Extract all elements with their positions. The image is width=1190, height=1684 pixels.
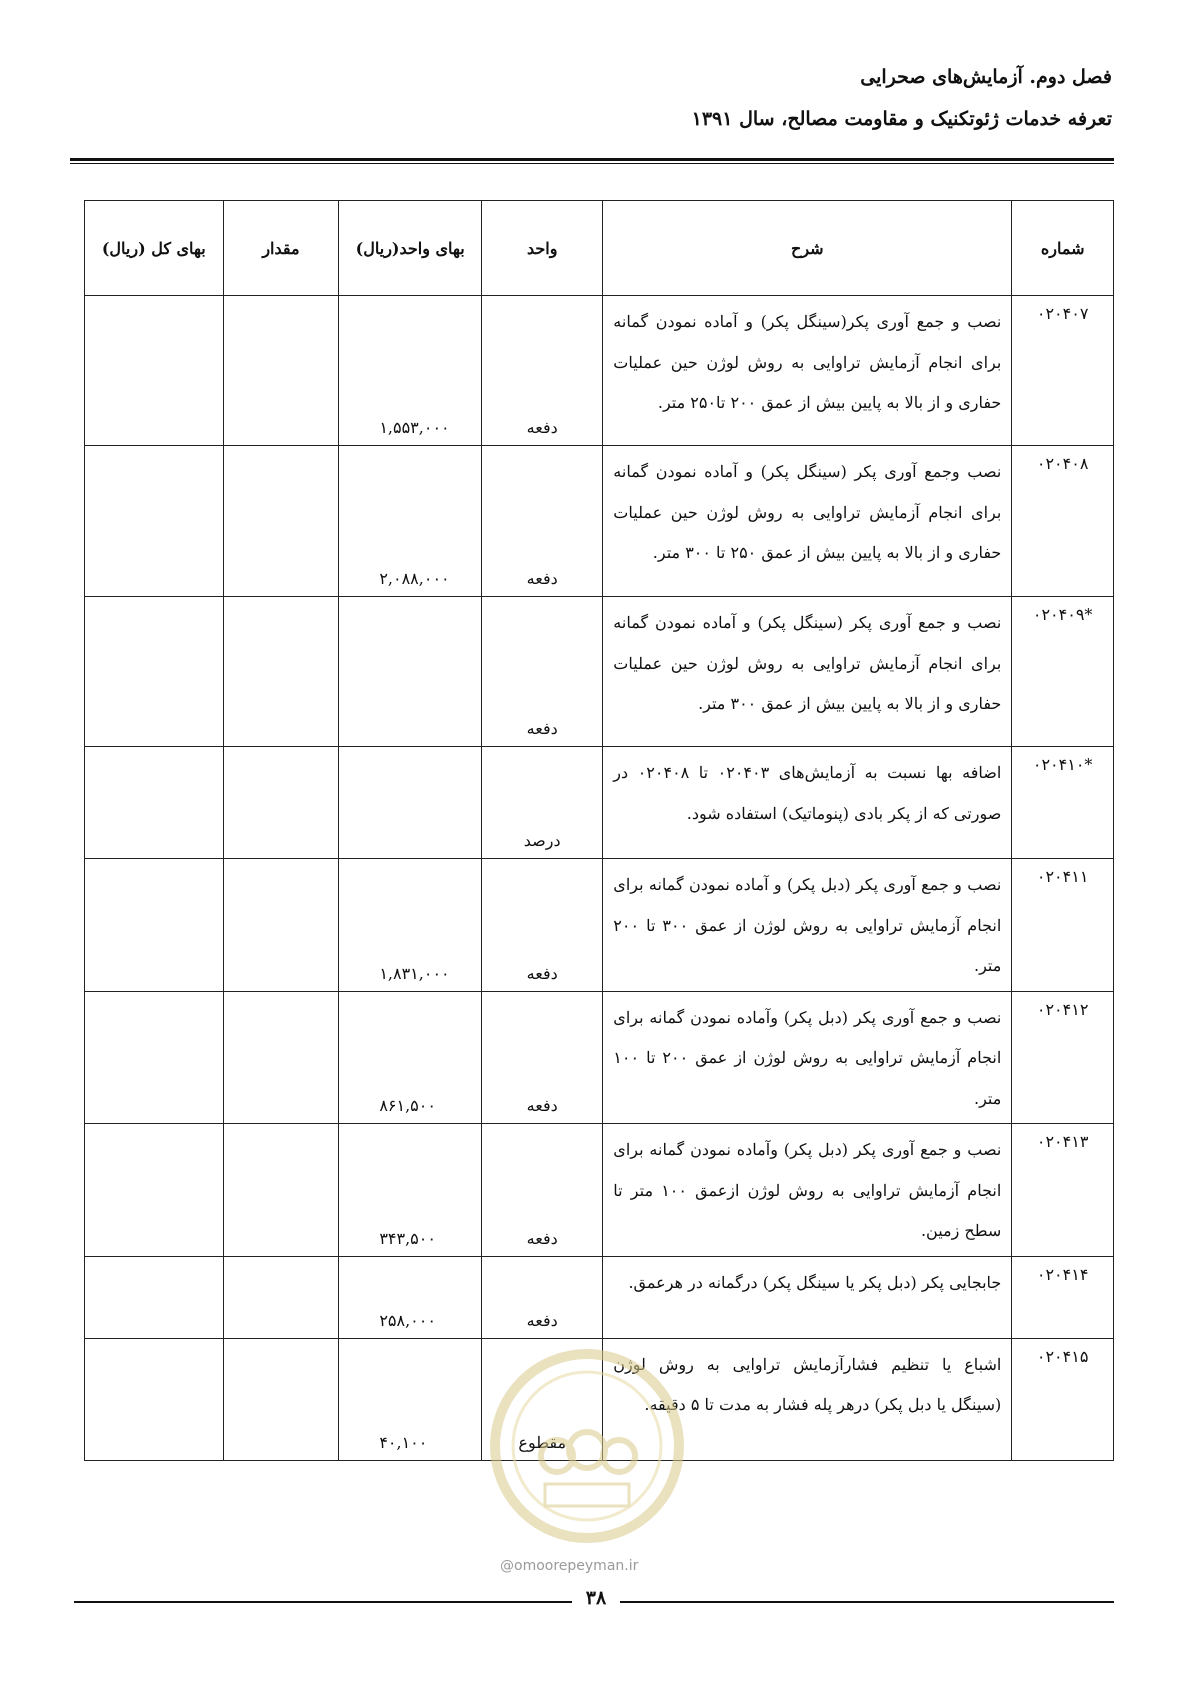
row-total bbox=[85, 859, 224, 992]
row-description: اشباع یا تنظیم فشارآزمایش تراوایی به روش لوژن (سینگل یا دبل پکر) درهر پله فشار به مدت تا ۵ دقیقه. bbox=[603, 1338, 1012, 1460]
row-total bbox=[85, 1338, 224, 1460]
row-unit: دفعه bbox=[482, 597, 603, 747]
row-quantity bbox=[223, 991, 339, 1124]
row-total bbox=[85, 1256, 224, 1338]
row-quantity bbox=[223, 747, 339, 859]
table-row bbox=[85, 1338, 1114, 1460]
row-number: *۰۲۰۴۰۹ bbox=[1012, 597, 1114, 747]
document-subtitle: تعرفه خدمات ژئوتکنیک و مقاومت مصالح، سال ۱۳۹۱ bbox=[691, 108, 1112, 130]
row-unit: دفعه bbox=[482, 859, 603, 992]
row-unit: درصد bbox=[482, 747, 603, 859]
col-header-total-price: بهای کل (ریال) bbox=[85, 201, 224, 296]
row-description: نصب و جمع آوری پکر (دبل پکر) وآماده نمودن گمانه برای انجام آزمایش تراوایی به روش لوژن از عمق ۲۰۰ تا ۱۰۰ متر. bbox=[603, 991, 1012, 1124]
row-unit-price: ۱,۸۳۱,۰۰۰ bbox=[339, 859, 482, 992]
row-quantity bbox=[223, 446, 339, 597]
row-unit: مقطوع bbox=[482, 1338, 603, 1460]
page-number: ۳۸ bbox=[585, 1587, 607, 1609]
row-total bbox=[85, 296, 224, 446]
row-unit-price: ۲۵۸,۰۰۰ bbox=[339, 1256, 482, 1338]
watermark-site: @omoorepeyman.ir bbox=[500, 1558, 639, 1574]
table-row bbox=[85, 296, 1114, 446]
row-description: نصب و جمع آوری پکر (دبل پکر) وآماده نمودن گمانه برای انجام آزمایش تراوایی به روش لوژن ازعمق ۱۰۰ متر تا سطح زمین. bbox=[603, 1124, 1012, 1257]
tariff-table bbox=[84, 200, 1114, 1461]
footer-rule-right bbox=[620, 1601, 1114, 1603]
row-description: نصب وجمع آوری پکر (سینگل پکر) و آماده نمودن گمانه برای انجام آزمایش تراوایی به روش لوژن حین عملیات حفاری و از بالا به پایین بیش از عمق ۲۵۰ تا ۳۰۰ متر. bbox=[603, 446, 1012, 597]
row-number: *۰۲۰۴۱۰ bbox=[1012, 747, 1114, 859]
row-unit-price bbox=[339, 747, 482, 859]
page-header bbox=[72, 62, 1112, 134]
row-quantity bbox=[223, 1124, 339, 1257]
col-header-quantity: مقدار bbox=[223, 201, 339, 296]
header-rule-thin bbox=[70, 163, 1114, 164]
table-header-row bbox=[85, 201, 1114, 296]
row-total bbox=[85, 991, 224, 1124]
row-description: نصب و جمع آوری پکر(سینگل پکر) و آماده نمودن گمانه برای انجام آزمایش تراوایی به روش لوژن حین عملیات حفاری و از بالا به پایین بیش از عمق ۲۰۰ تا۲۵۰ متر. bbox=[603, 296, 1012, 446]
row-quantity bbox=[223, 1256, 339, 1338]
row-unit: دفعه bbox=[482, 1256, 603, 1338]
chapter-title: فصل دوم. آزمایش‌های صحرایی bbox=[860, 66, 1112, 88]
col-header-description: شرح bbox=[603, 201, 1012, 296]
row-unit-price: ۴۰,۱۰۰ bbox=[339, 1338, 482, 1460]
table-row bbox=[85, 446, 1114, 597]
row-description: اضافه بها نسبت به آزمایش‌های ۰۲۰۴۰۳ تا ۰۲۰۴۰۸ در صورتی که از پکر بادی (پنوماتیک) استفاده شود. bbox=[603, 747, 1012, 859]
row-total bbox=[85, 747, 224, 859]
row-number: ۰۲۰۴۱۱ bbox=[1012, 859, 1114, 992]
row-unit: دفعه bbox=[482, 296, 603, 446]
table-row bbox=[85, 747, 1114, 859]
col-header-number: شماره bbox=[1012, 201, 1114, 296]
table-row bbox=[85, 1124, 1114, 1257]
row-number: ۰۲۰۴۱۲ bbox=[1012, 991, 1114, 1124]
row-unit-price: ۸۶۱,۵۰۰ bbox=[339, 991, 482, 1124]
row-number: ۰۲۰۴۱۳ bbox=[1012, 1124, 1114, 1257]
row-total bbox=[85, 446, 224, 597]
row-description: جابجایی پکر (دبل پکر یا سینگل پکر) درگمانه در هرعمق. bbox=[603, 1256, 1012, 1338]
row-unit-price: ۱,۵۵۳,۰۰۰ bbox=[339, 296, 482, 446]
row-unit-price: ۲,۰۸۸,۰۰۰ bbox=[339, 446, 482, 597]
row-unit-price: ۳۴۳,۵۰۰ bbox=[339, 1124, 482, 1257]
table-row bbox=[85, 991, 1114, 1124]
table-row bbox=[85, 1256, 1114, 1338]
row-description: نصب و جمع آوری پکر (دبل پکر) و آماده نمودن گمانه برای انجام آزمایش تراوایی به روش لوژن از عمق ۳۰۰ تا ۲۰۰ متر. bbox=[603, 859, 1012, 992]
row-number: ۰۲۰۴۱۵ bbox=[1012, 1338, 1114, 1460]
row-quantity bbox=[223, 1338, 339, 1460]
footer-rule-left bbox=[74, 1601, 572, 1603]
table-row bbox=[85, 859, 1114, 992]
row-number: ۰۲۰۴۰۸ bbox=[1012, 446, 1114, 597]
row-description: نصب و جمع آوری پکر (سینگل پکر) و آماده نمودن گمانه برای انجام آزمایش تراوایی به روش لوژن حین عملیات حفاری و از بالا به پایین بیش از عمق ۳۰۰ متر. bbox=[603, 597, 1012, 747]
table-row bbox=[85, 597, 1114, 747]
row-quantity bbox=[223, 859, 339, 992]
row-unit-price bbox=[339, 597, 482, 747]
col-header-unit: واحد bbox=[482, 201, 603, 296]
row-quantity bbox=[223, 296, 339, 446]
row-number: ۰۲۰۴۱۴ bbox=[1012, 1256, 1114, 1338]
row-total bbox=[85, 597, 224, 747]
row-unit: دفعه bbox=[482, 1124, 603, 1257]
row-quantity bbox=[223, 597, 339, 747]
row-number: ۰۲۰۴۰۷ bbox=[1012, 296, 1114, 446]
row-unit: دفعه bbox=[482, 446, 603, 597]
header-rule-thick bbox=[70, 158, 1114, 161]
col-header-unit-price: بهای واحد(ریال) bbox=[339, 201, 482, 296]
row-unit: دفعه bbox=[482, 991, 603, 1124]
row-total bbox=[85, 1124, 224, 1257]
